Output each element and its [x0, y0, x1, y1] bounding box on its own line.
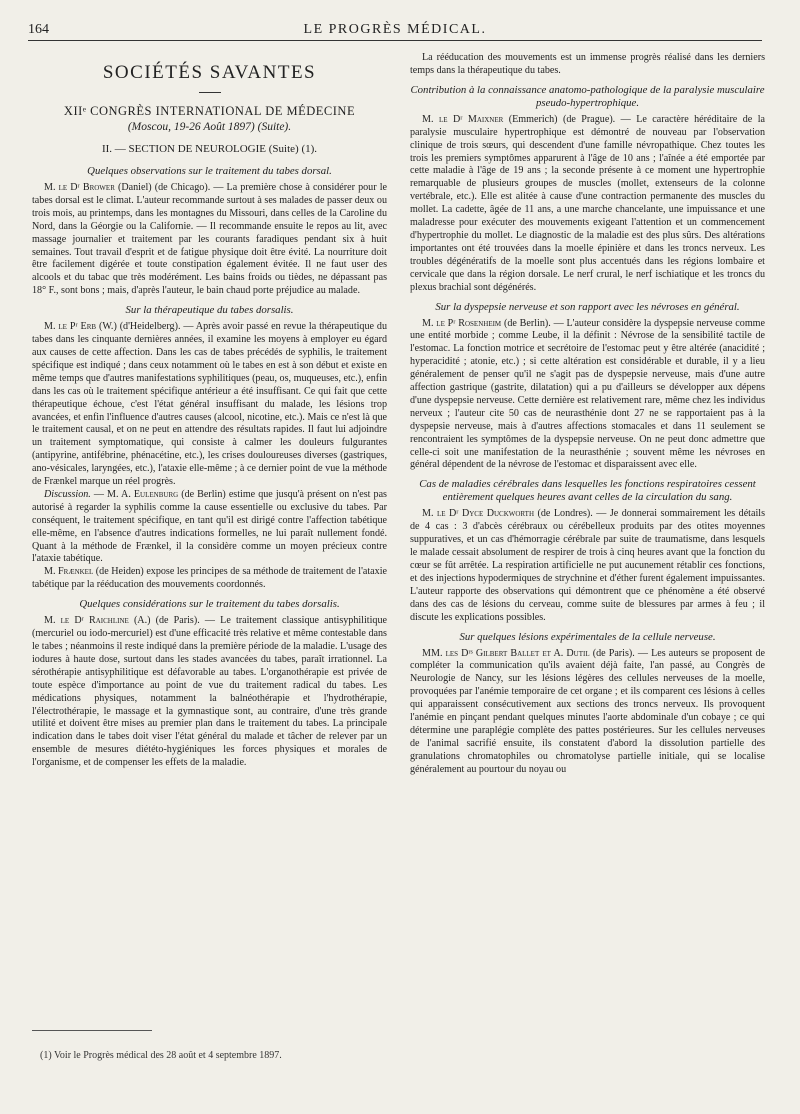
article-paragraph	[410, 318, 765, 473]
paragraph-text: (W.) (d'Heidelberg). — Après avoir passé en revue la thérapeutique du tabes dans les cinquante dernières années, il examine les moyens à employer eu égard aux causes de cette affection. Dans les cas de tabes précédés de syphilis, le traitement spécifique est indiqué ; dans ceux notamment où le tabes en est à son début et existe en même temps que d'autres manifestations syphilitiques (peau, os, muqueuses, etc.), enfin dans les cas où le traitement spécifique antérieur a été insuffisant. Ce qui fait que cette thérapeutique échoue, c'est l'état général insuffisant du malade, les lésions trop avancées, et enfin l'influence d'autres causes (alcool, nicotine, etc.). Mais ce n'est là que le traitement causal, et on ne peut en attendre des résultats rapides. Il faut lui adjoindre un traitement symptomatique, qui consiste à calmer les douleurs fulgurantes (antipyrine, antifébrine, phénacétine, etc.), les crises douloureuses diverses (gastriques, ano-vésicales, laryngées, etc.), l'ataxie elle-même ; à ce dernier point de vue la méthode de Frænkel marque un réel progrès.	[32, 321, 387, 488]
journal-title: LE PROGRÈS MÉDICAL.	[303, 22, 487, 37]
speaker-name: MM. les Dʳˢ Gilbert Ballet et A. Dutil	[422, 647, 590, 659]
paragraph-text: (A.) (de Paris). — Le traitement classique antisyphilitique (mercuriel ou iodo-mercuriel) est d'une efficacité très relative et même contestable dans le tabes ; néanmoins il reste indiqué dans la première période de la maladie. L'usage des iodures à haute dose, surtout dans les stades avancées du tabes, paraît irrationnel. La sérothérapie antisyphilitique est défavorable au tabes. L'organothérapie est privée de toute espèce d'importance au point de vue du traitement radical du tabes. Les médications physiques, notamment la balnéothérapie et l'hydrothérapie, l'électrothérapie, le massage et la gymnastique sont, au contraire, d'une très grande utilité et doivent être mises au premier plan dans le traitement du tabes. La principale indication dans le tabes doit viser l'état général du malade et tâcher de relever par un ensemble de mesures diététo-hygiéniques les forces physiques et morales de l'organisme, et de compenser les effets de la maladie.	[32, 615, 387, 769]
article-heading: Sur la thérapeutique du tabes dorsalis.	[125, 304, 294, 317]
article-heading: Contribution à la connaissance anatomo-pathologique de la paralysie musculaire pseudo-hypertrophique.	[410, 83, 765, 109]
article-heading: Quelques observations sur le traitement du tabes dorsal.	[87, 165, 332, 177]
speaker-name: M. le Pʳ Rosenheim	[422, 317, 502, 329]
footnote-rule	[32, 1030, 152, 1031]
paragraph-text: (de Londres). — Je donnerai sommairement les détails de 4 cas : 3 d'abcès cérébraux ou cérébelleux produits par des otites moyennes suppuratives, et un cas d'hémorragie cérébrale par suite de traumatisme, dans lesquels le malade cessait absolument de respirer de trois à cinq heures avant que la fonction du cœur se fût arrêtée. La respiration artificielle ne put aucunement rétablir ces fonctions, et des injections hypodermiques de strychnine et d'éther furent également impuissantes. L'auteur rapporte des observations qui démontrent que ce phénomène a été observé dans des cas de lésions du cerveau, comme suite de blessures par armes à feu ; il discute les explications possibles.	[410, 508, 766, 623]
speaker-name: M. le Dʳ Dyce Duckworth	[422, 508, 535, 520]
right-column	[410, 52, 765, 777]
article-paragraph	[32, 566, 387, 592]
paragraph-text: (de Paris). — Les auteurs se proposent de compléter la communication qu'ils avaient déjà faite, l'an passé, au Congrès de Neurologie de Nancy, sur les lésions légères des cellules nerveuses de la moelle, provoquées par l'anémie temporaire de cet organe ; et ils comparent ces lésions à celles qui apparaissent consécutivement aux sections des troncs nerveux. Ils provoquent l'anémie en pinçant pendant quelques minutes l'aorte abdominale d'un cobaye ; ce qui détermine une paraplégie complète des pattes postérieures. Sur les cellules nerveuses de l'animal sacrifié ensuite, ils constatent d'abord la dissolution partielle des granulations chromatophiles ou chromatolyse partielle initiale, qui se localise généralement au pourtour du noyau ou	[410, 647, 765, 775]
section-heading: II. — SECTION DE NEUROLOGIE (Suite) (1).	[101, 143, 318, 155]
paragraph-text: (de Heiden) expose les principes de sa méthode de traitement de l'ataxie tabétique par la rééducation des mouvements coordonnés.	[32, 566, 387, 591]
footnote: (1) Voir le Progrès médical des 28 août et 4 septembre 1897.	[40, 1050, 282, 1061]
article-paragraph	[32, 489, 387, 566]
title-divider	[199, 92, 221, 93]
article-paragraph	[32, 321, 387, 489]
article-heading: Cas de maladies cérébrales dans lesquelles les fonctions respiratoires cessent entièrement quelques heures avant celles de la circulation du sang.	[419, 478, 756, 504]
article-heading: Quelques considérations sur le traitement du tabes dorsalis.	[79, 598, 340, 611]
congress-subtitle: (Moscou, 19-26 Août 1897) (Suite).	[127, 121, 292, 133]
article-heading: Sur la dyspepsie nerveuse et son rapport avec les névroses en général.	[435, 300, 740, 313]
discussion-label: Discussion.	[44, 488, 91, 500]
congress-title: XIIᵉ CONGRÈS INTERNATIONAL DE MÉDECINE	[63, 104, 356, 118]
section-title: SOCIÉTÉS SAVANTES	[102, 62, 317, 83]
article-paragraph	[32, 615, 387, 770]
paragraph-text: (de Berlin) estime que jusqu'à présent on n'est pas autorisé à regarder la syphilis comme la cause essentielle ou exclusive du tabes. Par conséquent, le traitement spécifique, en tant qu'il est dirigé contre l'affection tabétique elle-même, en l'absence d'autres indications formelles, ne lui paraît nullement fondé. Quant à la méthode de Frænkel, il la considère comme un moyen précieux contre l'ataxie tabétique.	[32, 488, 387, 565]
running-head	[28, 22, 762, 41]
article-heading: Sur quelques lésions expérimentales de la cellule nerveuse.	[459, 630, 716, 643]
speaker-name: M. le Pʳ Erb	[44, 321, 97, 333]
speaker-name: M. le Dʳ Raichline	[44, 615, 129, 627]
article-paragraph: La rééducation des mouvements est un immense progrès réalisé dans les derniers temps dans la thérapeutique du tabes.	[410, 52, 765, 76]
speaker-name: — M. A. Eulenburg	[93, 488, 179, 500]
article-paragraph	[410, 648, 765, 777]
speaker-name: M. le Dʳ Brower	[44, 182, 115, 193]
left-column	[32, 52, 387, 770]
article-paragraph	[410, 508, 765, 624]
speaker-name: M. le Dʳ Maixner	[422, 113, 504, 125]
speaker-name: M. Frænkel	[44, 566, 94, 578]
paragraph-text: (Emmerich) (de Prague). — Le caractère héréditaire de la paralysie musculaire hypertrophique est démontré de nouveau par l'observation clinique de trois sœurs, qui descendent d'une famille névropathique. Chez toutes les trois les premiers symptômes apparurent à l'âge de 10 ans ; l'aînée a été emportée par cette maladie à l'âge de 19 ans ; la seconde présente à ce moment une hypertrophie remarquable de plusieurs groupes de muscles (mollet, extenseurs de la colonne vertébrale, etc.). Elle est alitée à cause d'une contraction permanente des muscles du mollet. La cadette, âgée de 11 ans, a une marche chancelante, une impuissance et une maladresse pour exécuter des mouvements exigeant l'attention et un commencement d'hypertrophie du mollet. Le diagnostic de la maladie est des plus sûrs. Des altérations importantes ont été trouvées dans la moelle épinière et dans les troncs nerveux. Les troubles dégénératifs de la moelle sont plus accentués dans les régions lombaire et cervicale que dans la région dorsale. Le nerf crural, le nerf ischiatique et les troncs du plexus brachial sont dégénérés.	[410, 113, 765, 293]
article-paragraph	[410, 114, 765, 295]
page-number: 164	[28, 22, 49, 37]
paragraph-text: (Daniel) (de Chicago). — La première chose à considérer pour le tabes dorsal est le climat. L'auteur recommande surtout à ses malades de passer deux ou trois mois, au printemps, dans les montagnes du Missouri, dans celles de la Caroline du Nord, dans la Géorgie ou la Californie. — Il recommande ensuite le repos au lit, avec massage journalier et traitement par les courants faradiques pendant six à huit semaines. Tout travail d'esprit et de fatigue physique doit être évité. La nourriture doit être facilement digérée et toute constipation également évitée. Il ne faut user des alcools et du tabac que très modérément. Les bains froids ou tièdes, ne dépassant pas 18° F., sont bons ; mais, d'après l'auteur, le bain chaud porte préjudice au malade.	[32, 182, 387, 297]
paragraph-text: (de Berlin). — L'auteur considère la dyspepsie nerveuse comme une entité morbide ; comme Leube, il la définit : Névrose de la sensibilité tactile de l'estomac. La fonction motrice et secrétoire de l'estomac peut y être altérée (anacidité ; hyperacidité ; atonie, etc.) ; si cette altération est considérable et durable, il y a lieu généralement de penser qu'il ne s'agit pas de dyspepsie nerveuse, mais d'une autre affection gastrique (gastrite, dilatation) qui a pu d'ailleurs se développer aux dépens d'une dyspepsie nerveuse. Cette dernière est relativement rare, même chez les individus nerveux ; l'auteur cite 50 cas de neurasthénie dont 27 ne se rapportaient pas à la dyspepsie nerveuse, mais à d'autres affections stomacales et dans 11 seulement se rencontraient les symptômes de la dyspepsie nerveuse. On ne peut donc admettre que celle-ci soit une manifestation de la neurasthénie ; souvent même les névroses en général dépendent de la névrose de l'estomac et disparaissent avec elle.	[410, 317, 766, 471]
article-paragraph	[32, 182, 387, 298]
